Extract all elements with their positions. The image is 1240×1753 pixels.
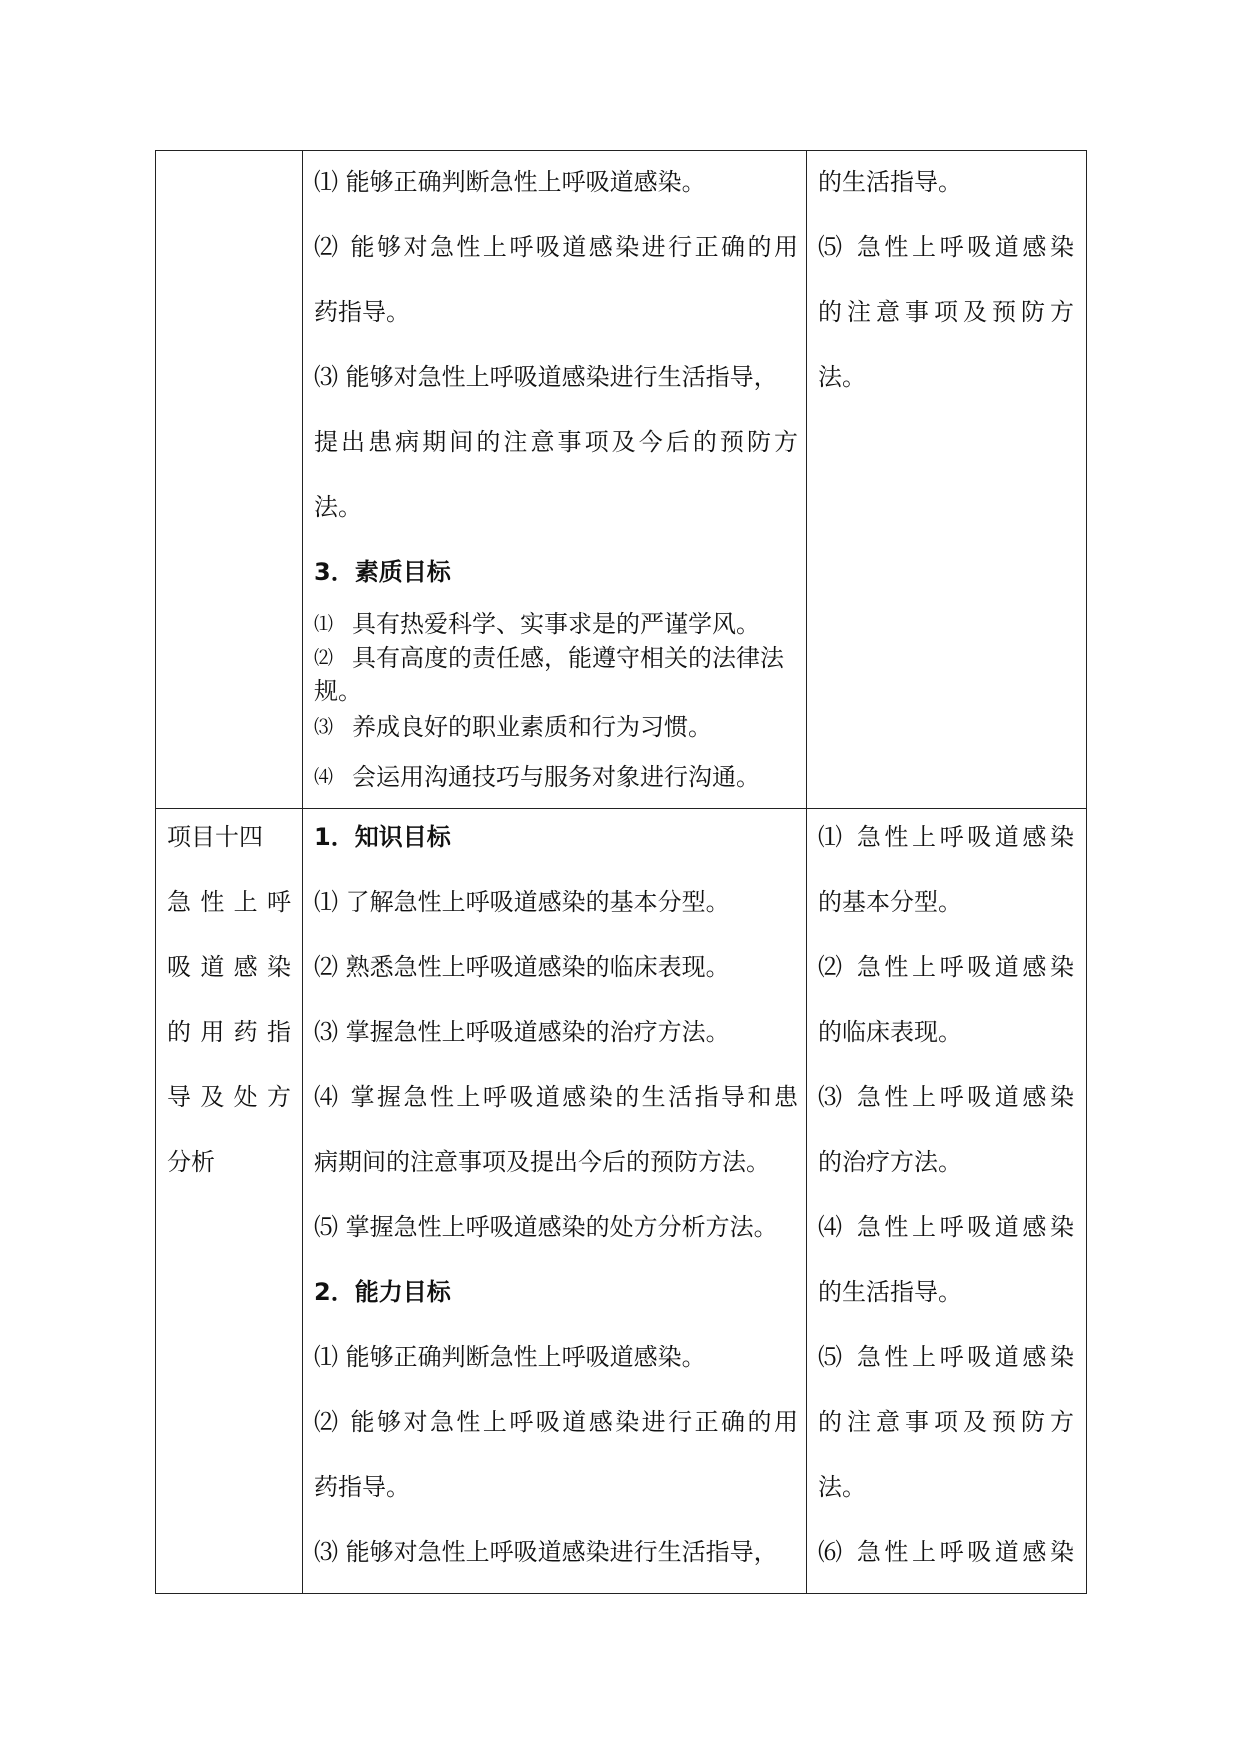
text-line: 具有热爱科学、实事求是的严谨学风。 <box>352 610 760 638</box>
table-top-border <box>155 150 1087 151</box>
text-line: ⑶ 能够对急性上呼吸道感染进行生活指导， <box>314 1538 778 1566</box>
list-marker: ⑴ <box>314 613 334 635</box>
list-marker: ⑵ <box>314 647 334 669</box>
text-line: ⑴ 能够正确判断急性上呼吸道感染。 <box>314 1343 706 1371</box>
table-left-border <box>155 150 156 1594</box>
text-line: 会运用沟通技巧与服务对象进行沟通。 <box>352 763 760 791</box>
text-line: 药指导。 <box>314 298 410 326</box>
list-marker: ⑷ <box>314 766 334 788</box>
text-line: 的临床表现。 <box>818 1018 962 1046</box>
text-line: ⑴ 能够正确判断急性上呼吸道感染。 <box>314 168 706 196</box>
section-heading: 3．素质目标 <box>314 558 451 586</box>
text-line: ⑶ 急性上呼吸道感染 <box>818 1083 1074 1111</box>
text-line: ⑸ 急性上呼吸道感染 <box>818 233 1074 261</box>
section-heading: 2．能力目标 <box>314 1278 451 1306</box>
row-divider <box>155 808 1087 809</box>
text-line: ⑷ 急性上呼吸道感染 <box>818 1213 1074 1241</box>
text-line: ⑵ 急性上呼吸道感染 <box>818 953 1074 981</box>
text-line: 法。 <box>818 1473 866 1501</box>
project-title-line: 吸道感染 <box>167 953 291 981</box>
text-line: ⑸ 急性上呼吸道感染 <box>818 1343 1074 1371</box>
table-bottom-border <box>155 1593 1087 1594</box>
text-line: ⑵ 能够对急性上呼吸道感染进行正确的用 <box>314 233 798 261</box>
project-title-line: 的用药指 <box>167 1018 291 1046</box>
text-line: 的注意事项及预防方 <box>818 1408 1074 1436</box>
section-heading: 1．知识目标 <box>314 823 451 851</box>
text-line: 法。 <box>818 363 866 391</box>
text-line: ⑸ 掌握急性上呼吸道感染的处方分析方法。 <box>314 1213 778 1241</box>
text-line: 具有高度的责任感，能遵守相关的法律法 <box>352 644 784 672</box>
text-line: 病期间的注意事项及提出今后的预防方法。 <box>314 1148 770 1176</box>
text-line: 的注意事项及预防方 <box>818 298 1074 326</box>
project-title-line: 分析 <box>167 1148 215 1176</box>
text-line: 养成良好的职业素质和行为习惯。 <box>352 713 712 741</box>
column-divider-2 <box>806 150 807 1594</box>
text-line: ⑶ 掌握急性上呼吸道感染的治疗方法。 <box>314 1018 730 1046</box>
column-divider-1 <box>302 150 303 1594</box>
project-title-line: 导及处方 <box>167 1083 291 1111</box>
text-line: ⑴ 急性上呼吸道感染 <box>818 823 1074 851</box>
text-line: 的基本分型。 <box>818 888 962 916</box>
list-marker: ⑶ <box>314 716 334 738</box>
text-line: 药指导。 <box>314 1473 410 1501</box>
text-line: 的生活指导。 <box>818 168 962 196</box>
text-line: ⑵ 熟悉急性上呼吸道感染的临床表现。 <box>314 953 730 981</box>
text-line: 提出患病期间的注意事项及今后的预防方 <box>314 428 798 456</box>
text-line: ⑷ 掌握急性上呼吸道感染的生活指导和患 <box>314 1083 798 1111</box>
text-line: ⑹ 急性上呼吸道感染 <box>818 1538 1074 1566</box>
text-line: 的治疗方法。 <box>818 1148 962 1176</box>
text-line: ⑵ 能够对急性上呼吸道感染进行正确的用 <box>314 1408 798 1436</box>
text-line: 规。 <box>314 677 362 705</box>
project-title-line: 急性上呼 <box>167 888 291 916</box>
text-line: ⑴ 了解急性上呼吸道感染的基本分型。 <box>314 888 730 916</box>
text-line: 法。 <box>314 493 362 521</box>
table-right-border <box>1086 150 1087 1594</box>
project-title-line: 项目十四 <box>167 823 263 851</box>
text-line: 的生活指导。 <box>818 1278 962 1306</box>
text-line: ⑶ 能够对急性上呼吸道感染进行生活指导， <box>314 363 778 391</box>
